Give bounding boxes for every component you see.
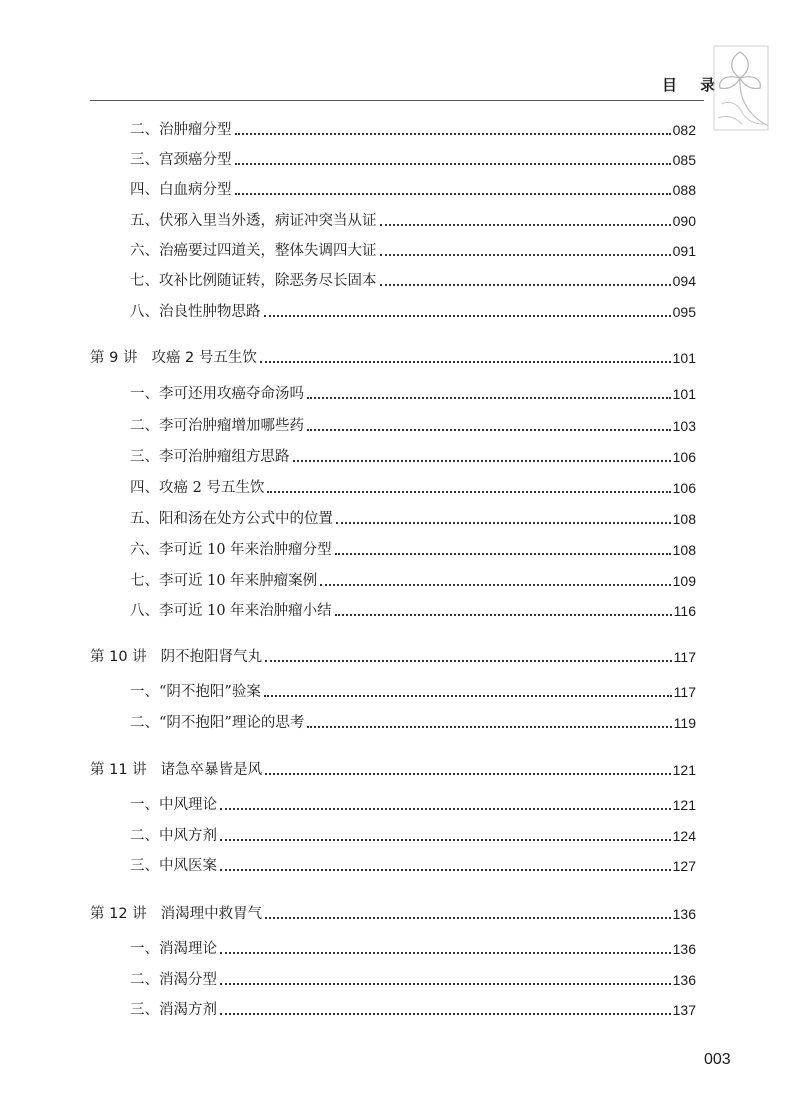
toc-entry-label: 一、消渴理论 xyxy=(130,941,217,957)
toc-entry-page: 136 xyxy=(672,906,696,922)
toc-entry-label: 六、李可近 10 年来治肿瘤分型 xyxy=(130,542,332,558)
dot-leader xyxy=(307,429,671,431)
dot-leader xyxy=(220,808,671,810)
toc-entry[interactable] xyxy=(90,853,696,875)
toc-entry-label: 二、消渴分型 xyxy=(130,972,217,988)
toc-entry-label: 一、“阴不抱阳”验案 xyxy=(130,684,261,700)
toc-entry-page: 090 xyxy=(672,213,696,229)
toc-entry-page: 106 xyxy=(672,449,696,465)
toc-entry[interactable] xyxy=(90,537,696,559)
dot-leader xyxy=(265,660,672,662)
dot-leader xyxy=(293,460,671,462)
toc-entry-page: 101 xyxy=(672,350,696,366)
toc-entry[interactable] xyxy=(90,997,696,1019)
toc-entry[interactable] xyxy=(90,177,696,199)
toc-entry-page: 108 xyxy=(672,542,696,558)
toc-entry[interactable] xyxy=(90,413,696,435)
toc-entry-page: 108 xyxy=(672,511,696,527)
dot-leader xyxy=(220,952,671,954)
chapter-title: 诸急卒暴皆是风 xyxy=(160,762,263,778)
toc-entry[interactable] xyxy=(90,117,696,139)
toc-entry[interactable] xyxy=(90,268,696,290)
dot-leader xyxy=(220,869,671,871)
toc-entry-label: 四、攻癌 2 号五生饮 xyxy=(130,480,265,496)
toc-chapter[interactable] xyxy=(90,345,696,367)
toc-entry[interactable] xyxy=(90,475,696,497)
toc-entry-label: 五、阳和汤在处方公式中的位置 xyxy=(130,511,333,527)
toc-entry[interactable] xyxy=(90,147,696,169)
dot-leader xyxy=(335,553,671,555)
toc-entry-page: 127 xyxy=(672,858,696,874)
toc-entry-page: 136 xyxy=(672,972,696,988)
toc-entry[interactable] xyxy=(90,967,696,989)
dot-leader xyxy=(380,284,671,286)
toc-entry-page: 101 xyxy=(672,386,696,402)
dot-leader xyxy=(380,224,671,226)
toc-entry-page: 094 xyxy=(672,273,696,289)
toc-entry-label: 五、伏邪入里当外透，病证冲突当从证 xyxy=(130,213,377,229)
toc-entry[interactable] xyxy=(90,381,696,403)
dot-leader xyxy=(265,917,670,919)
toc-entry[interactable] xyxy=(90,299,696,321)
dot-leader xyxy=(380,254,671,256)
dot-leader xyxy=(307,397,671,399)
toc-entry-page: 091 xyxy=(672,243,696,259)
toc-chapter[interactable] xyxy=(90,757,696,779)
toc-entry[interactable] xyxy=(90,238,696,260)
toc-entry[interactable] xyxy=(90,936,696,958)
dot-leader xyxy=(264,695,672,697)
dot-leader xyxy=(220,983,671,985)
toc-entry-label: 二、中风方剂 xyxy=(130,828,217,844)
dot-leader xyxy=(264,315,671,317)
toc-entry-label: 二、治肿瘤分型 xyxy=(130,122,232,138)
toc-entry-label: 六、治癌要过四道关，整体失调四大证 xyxy=(130,243,377,259)
dot-leader xyxy=(220,839,671,841)
toc-entry-page: 109 xyxy=(672,573,696,589)
dot-leader xyxy=(235,193,671,195)
toc-entry[interactable] xyxy=(90,679,696,701)
toc-entry-label: 三、李可治肿瘤组方思路 xyxy=(130,449,290,465)
toc-entry-page: 117 xyxy=(673,649,696,665)
toc-entry-label: 八、治良性肿物思路 xyxy=(130,304,261,320)
dot-leader xyxy=(307,726,671,728)
toc-entry[interactable] xyxy=(90,444,696,466)
toc-entry-page: 088 xyxy=(672,182,696,198)
toc-entry[interactable] xyxy=(90,568,696,590)
toc-entry-page: 136 xyxy=(672,941,696,957)
toc-entry-page: 117 xyxy=(673,684,696,700)
toc-entry-page: 137 xyxy=(672,1002,696,1018)
chapter-title: 消渴理中救胃气 xyxy=(160,906,263,922)
toc-entry-page: 103 xyxy=(672,418,696,434)
toc-entry-page: 095 xyxy=(672,304,696,320)
dot-leader xyxy=(235,133,671,135)
toc-entry[interactable] xyxy=(90,506,696,528)
toc-entry-label: 二、“阴不抱阳”理论的思考 xyxy=(130,715,305,731)
page-header-title: 目 录 xyxy=(662,76,725,94)
toc-entry-label: 三、消渴方剂 xyxy=(130,1002,217,1018)
toc-entry-page: 121 xyxy=(672,762,696,778)
dot-leader xyxy=(235,163,671,165)
toc-entry-page: 119 xyxy=(673,715,696,731)
dot-leader xyxy=(265,773,670,775)
chapter-number: 第 9 讲 xyxy=(90,350,138,366)
dot-leader xyxy=(267,491,670,493)
toc-entry-label: 二、李可治肿瘤增加哪些药 xyxy=(130,418,304,434)
chapter-number: 第 11 讲 xyxy=(90,762,147,778)
toc-entry[interactable] xyxy=(90,823,696,845)
chapter-number: 第 12 讲 xyxy=(90,906,147,922)
dot-leader xyxy=(320,584,670,586)
dot-leader xyxy=(336,522,671,524)
toc-entry[interactable] xyxy=(90,710,696,732)
header-rule xyxy=(90,100,704,101)
toc-entry-label: 一、李可还用攻癌夺命汤吗 xyxy=(130,386,304,402)
toc-entry-page: 106 xyxy=(672,480,696,496)
page-number: 003 xyxy=(704,1051,731,1068)
toc-entry[interactable] xyxy=(90,792,696,814)
toc-entry-label: 三、宫颈癌分型 xyxy=(130,152,232,168)
toc-entry-label: 七、攻补比例随证转，除恶务尽长固本 xyxy=(130,273,377,289)
toc-entry-page: 116 xyxy=(673,603,696,619)
toc-entry-page: 082 xyxy=(672,122,696,138)
toc-chapter[interactable] xyxy=(90,901,696,923)
lotus-ornament-icon xyxy=(708,44,772,134)
toc-entry-page: 085 xyxy=(672,152,696,168)
dot-leader xyxy=(260,361,671,363)
toc-chapter[interactable] xyxy=(90,644,696,666)
toc-entry[interactable] xyxy=(90,208,696,230)
toc-entry-label: 八、李可近 10 年来治肿瘤小结 xyxy=(130,603,332,619)
toc-entry-page: 124 xyxy=(672,828,696,844)
toc-entry-label: 四、白血病分型 xyxy=(130,182,232,198)
toc-entry[interactable] xyxy=(90,598,696,620)
chapter-title: 阴不抱阳肾气丸 xyxy=(160,649,263,665)
toc-entry-page: 121 xyxy=(672,797,696,813)
dot-leader xyxy=(220,1013,671,1015)
toc-entry-label: 三、中风医案 xyxy=(130,858,217,874)
toc-entry-label: 七、李可近 10 年来肿瘤案例 xyxy=(130,573,318,589)
chapter-number: 第 10 讲 xyxy=(90,649,147,665)
toc-entry-label: 一、中风理论 xyxy=(130,797,217,813)
chapter-title: 攻癌 2 号五生饮 xyxy=(151,350,257,366)
dot-leader xyxy=(335,614,672,616)
